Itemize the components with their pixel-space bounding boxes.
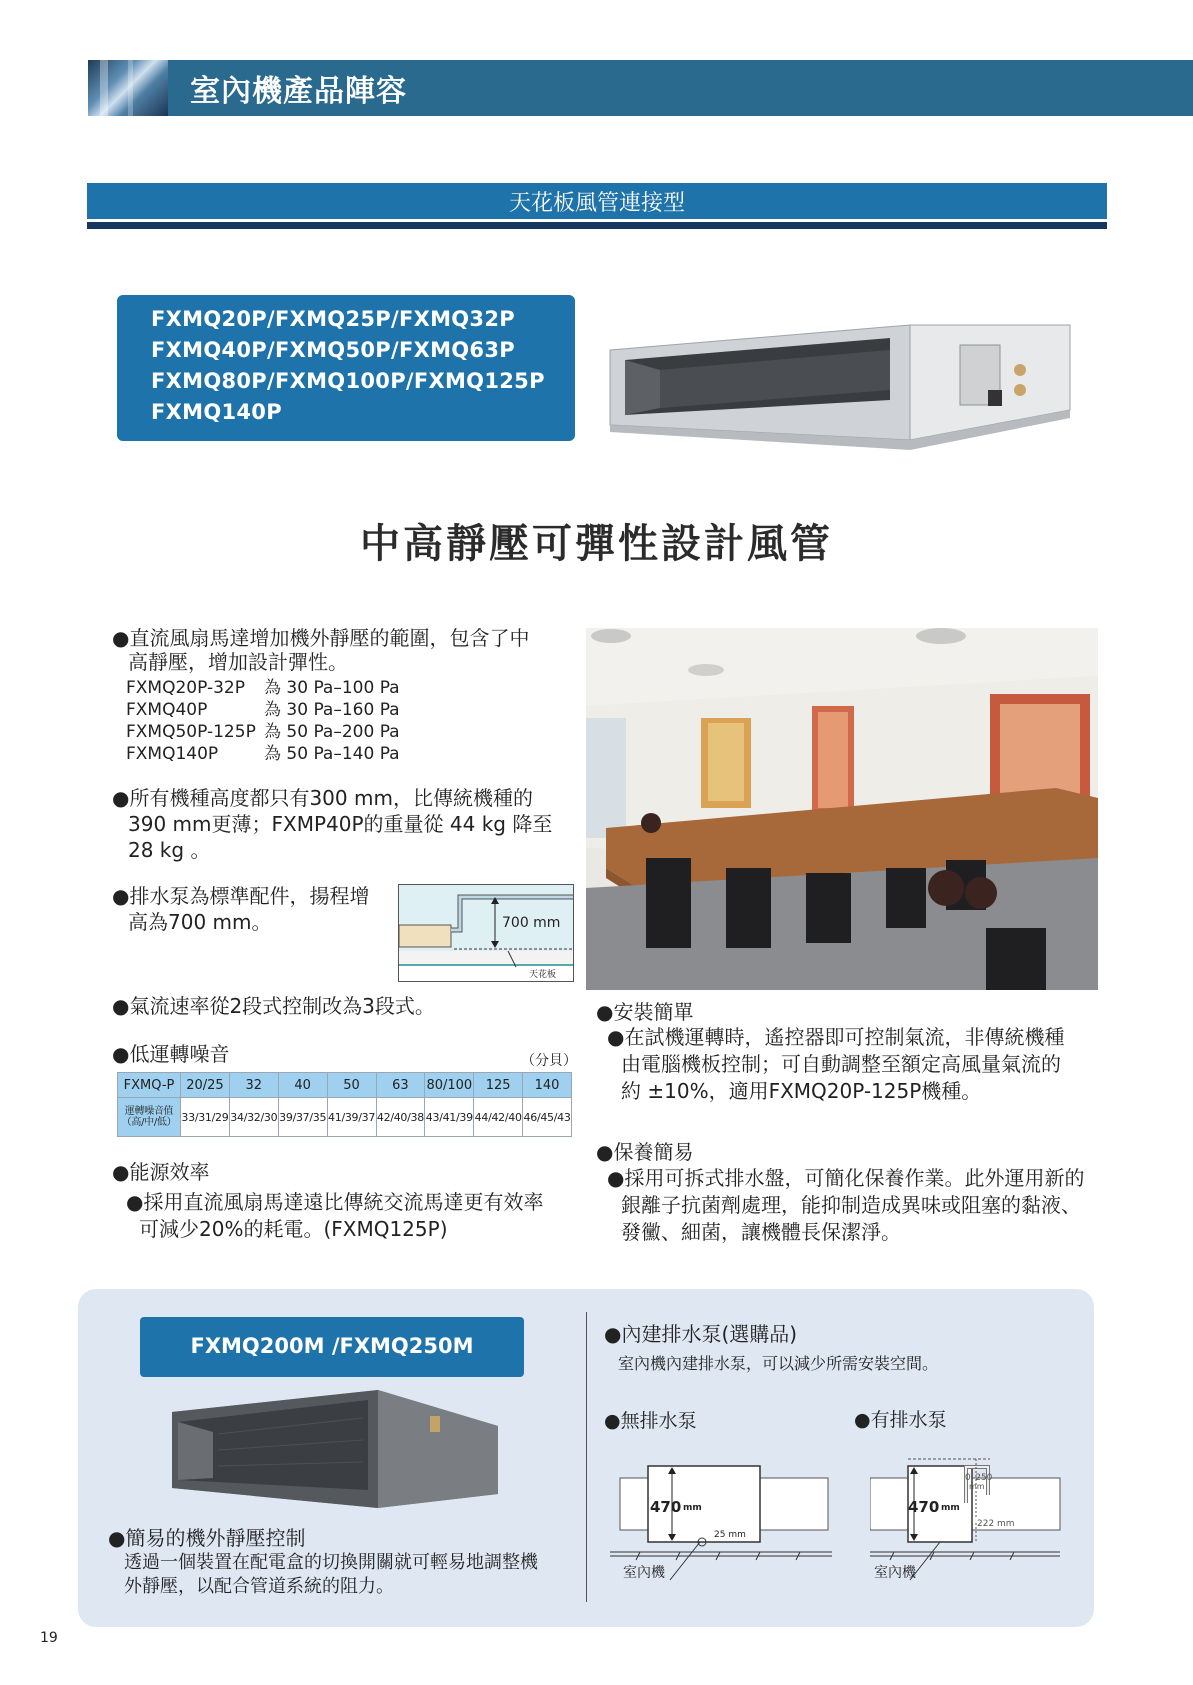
maintenance-title: ●保養簡易 [596,1140,694,1164]
static-pressure-text: 高靜壓，增加設計彈性。 [128,650,348,674]
building-thumbnail [88,60,168,116]
drain-pump-text: 高為700 mm。 [128,910,272,934]
noise-unit: （分貝） [521,1053,577,1069]
drain-25-label: 25 mm [714,1530,746,1540]
model-line: FXMQ80P/FXMQ100P/FXMQ125P [151,369,545,393]
table-header-cell: 80/100 [425,1073,474,1098]
table-header-cell: 32 [229,1073,278,1098]
with-pump-label: ●有排水泵 [854,1409,947,1431]
noise-title: ●低運轉噪音 [112,1042,230,1066]
table-header-cell: 125 [474,1073,523,1098]
with-height-value: 470 [908,1498,940,1516]
with-height-unit: mm [941,1503,960,1513]
table-header-cell: FXMQ-P [118,1073,181,1098]
table-cell: 43/41/39 [425,1098,474,1137]
lift-range-unit: mm [969,1482,985,1491]
main-title: 中高靜壓可彈性設計風管 [360,521,833,567]
efficiency-text: 可減少20%的耗電。(FXMQ125P) [139,1217,448,1241]
model-line: FXMQ140P [151,400,282,424]
table-header-cell: 50 [327,1073,376,1098]
table-header-cell: 20/25 [181,1073,230,1098]
drain-lift-value: 700 mm [502,915,561,931]
static-pressure-text: ●直流風扇馬達增加機外靜壓的範圍，包含了中 [112,626,530,650]
table-header-cell: 63 [376,1073,425,1098]
with-222-label: 222 mm [977,1519,1015,1529]
row-label-line: 運轉噪音值 [124,1106,174,1117]
airflow-text: ●氣流速率從2段式控制改為3段式。 [112,994,435,1018]
pressure-range: 為 30 Pa–100 Pa [264,678,400,698]
indoor-unit-label: 室內機 [874,1565,916,1581]
table-cell: 34/32/30 [229,1098,278,1137]
control-text: 外靜壓，以配合管道系統的阻力。 [124,1576,394,1597]
install-title: ●安裝簡單 [596,1000,694,1024]
section-underline [87,222,1107,229]
pump-title: ●內建排水泵(選購品) [604,1322,798,1346]
page-number: 19 [40,1630,58,1646]
pressure-range: 為 50 Pa–200 Pa [264,722,400,742]
maintenance-text: 發黴、細菌，讓機體長保潔淨。 [621,1220,901,1244]
without-pump-label: ●無排水泵 [604,1410,697,1432]
table-cell: 46/45/43 [523,1098,572,1137]
install-text: ●在試機運轉時，遙控器即可控制氣流，非傳統機種 [607,1025,1065,1049]
pressure-range: 為 30 Pa–160 Pa [264,700,400,720]
efficiency-title: ●能源效率 [112,1160,210,1184]
pressure-model: FXMQ20P-32P [126,678,245,698]
ceiling-label: 天花板 [529,970,557,980]
table-header-cell: 140 [523,1073,572,1098]
noise-table [117,1072,572,1146]
without-height-unit: mm [683,1503,702,1513]
pressure-range: 為 50 Pa–140 Pa [264,744,400,764]
section-title: 天花板風管連接型 [508,191,685,216]
table-cell: 33/31/29 [181,1098,230,1137]
model-line: FXMQ20P/FXMQ25P/FXMQ32P [151,307,515,331]
table-cell: 39/37/35 [278,1098,327,1137]
height-text: 390 mm更薄；FXMP40P的重量從 44 kg 降至 [128,812,553,836]
ducted-unit-illustration [600,290,1080,460]
control-title: ●簡易的機外靜壓控制 [108,1526,306,1550]
conference-room-photo [586,628,1098,990]
lift-range-value: 0–250 [965,1473,993,1483]
control-text: 透過一個裝置在配電盒的切換開關就可輕易地調整機 [124,1552,538,1573]
page-header-title: 室內機產品陣容 [190,74,407,109]
bottom-divider [586,1312,587,1602]
pump-desc: 室內機內建排水泵，可以減少所需安裝空間。 [618,1354,939,1373]
table-cell: 44/42/40 [474,1098,523,1137]
model-list-box [117,295,575,441]
install-text: 約 ±10%，適用FXMQ20P-125P機種。 [621,1079,982,1103]
pressure-model: FXMQ140P [126,744,219,764]
maintenance-text: 銀離子抗菌劑處理，能抑制造成異味或阻塞的黏液、 [621,1193,1081,1217]
pressure-model: FXMQ50P-125P [126,722,256,742]
efficiency-text: ●採用直流風扇馬達遠比傳統交流馬達更有效率 [126,1190,544,1214]
bottom-model-title: FXMQ200M /FXMQ250M [190,1334,474,1358]
drain-pump-text: ●排水泵為標準配件，揚程增 [112,884,370,908]
height-text: ●所有機種高度都只有300 mm，比傳統機種的 [112,786,533,810]
table-cell: 41/39/37 [327,1098,376,1137]
table-row-label [118,1098,181,1137]
table-header-cell: 40 [278,1073,327,1098]
table-cell: 42/40/38 [376,1098,425,1137]
row-label-line: （高/中/低） [121,1117,177,1128]
height-text: 28 kg 。 [128,838,211,862]
model-line: FXMQ40P/FXMQ50P/FXMQ63P [151,338,515,362]
indoor-unit-label: 室內機 [623,1565,665,1581]
without-height-value: 470 [650,1498,682,1516]
maintenance-text: ●採用可拆式排水盤，可簡化保養作業。此外運用新的 [607,1166,1085,1190]
large-unit-illustration [168,1390,500,1510]
pressure-model: FXMQ40P [126,700,208,720]
install-text: 由電腦機板控制；可自動調整至額定高風量氣流的 [621,1052,1061,1076]
